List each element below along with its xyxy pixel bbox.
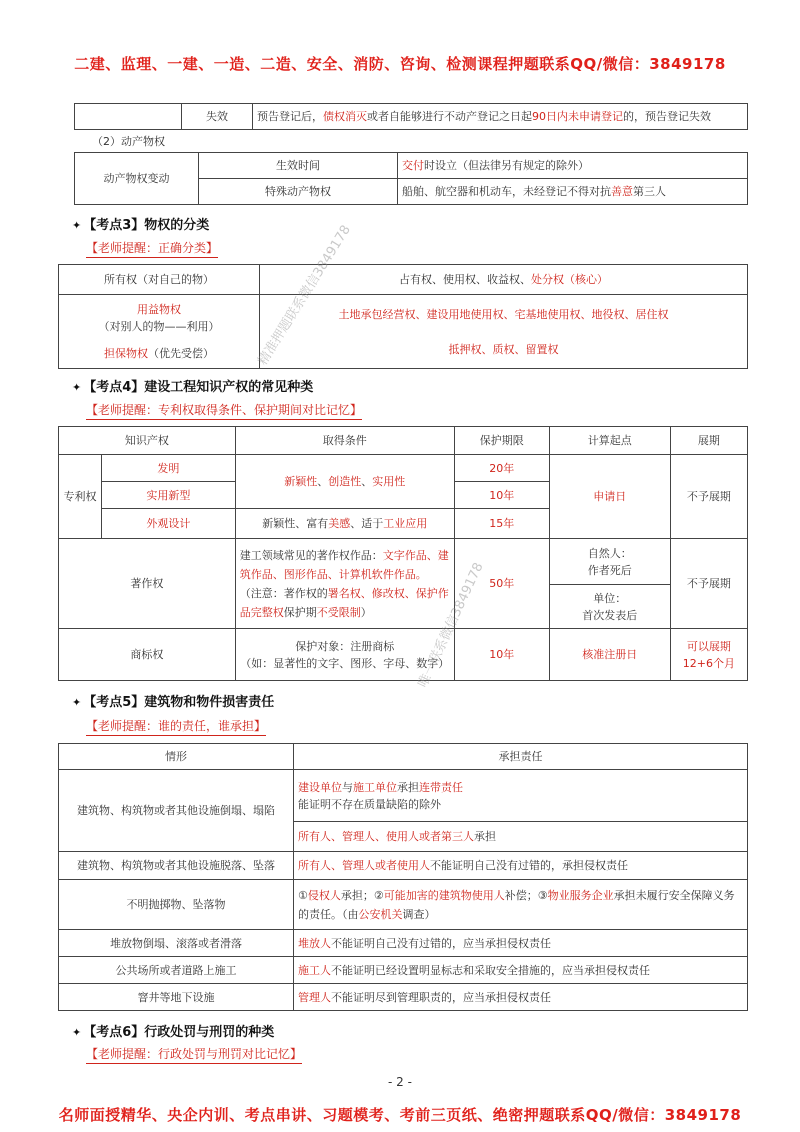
utility-label: 实用新型	[102, 482, 236, 509]
star-icon: ✦	[72, 696, 82, 709]
movable-table	[74, 152, 748, 205]
invalid-table	[74, 103, 748, 130]
case5: 公共场所或者道路上施工	[59, 957, 294, 984]
movable-subhead: （2）动产物权	[92, 135, 165, 148]
ip-header-term: 保护期限	[454, 427, 549, 455]
damage-header-resp: 承担责任	[294, 744, 748, 770]
ip-table	[58, 426, 748, 681]
property-class-table	[58, 264, 748, 369]
point6-heading: ✦ 【考点6】行政处罚与刑罚的种类	[72, 1025, 275, 1040]
case3: 不明抛掷物、坠落物	[59, 880, 294, 930]
point3-heading: ✦ 【考点3】物权的分类	[72, 218, 210, 233]
point4-tip: 【老师提醒：专利权取得条件、保护期间对比记忆】	[86, 402, 362, 420]
movable-r2-label: 特殊动产物权	[199, 179, 398, 205]
case5-resp: 施工人不能证明已经设置明显标志和采取安全措施的，应当承担侵权责任	[294, 957, 748, 984]
ip-header-start: 计算起点	[549, 427, 670, 455]
term-invention: 20年	[454, 455, 549, 482]
star-icon: ✦	[72, 219, 82, 232]
term-trademark: 10年	[454, 629, 549, 681]
top-banner: 二建、监理、一建、一造、二造、安全、消防、咨询、检测课程押题联系QQ/微信：3849178	[74, 55, 726, 73]
copyright-label: 著作权	[59, 539, 236, 629]
point3-tip: 【老师提醒：正确分类】	[86, 240, 218, 258]
watermark-2: 唯一联系微信3849178	[415, 560, 487, 691]
trademark-desc: 保护对象：注册商标 （如：显著性的文字、图形、字母、数字）	[235, 629, 454, 681]
case1: 建筑物、构筑物或者其他设施倒塌、塌陷	[59, 770, 294, 852]
point5-tip: 【老师提醒：谁的责任，谁承担】	[86, 718, 266, 736]
term-copyright: 50年	[454, 539, 549, 629]
copyright-desc: 建工领域常见的著作权作品：文字作品、建筑作品、图形作品、计算机软件作品。 （注意：著作权的署名权、修改权、保护作品完整权保护期不受限制）	[235, 539, 454, 629]
watermark-1: 精准押题联系微信3849178	[255, 222, 354, 369]
design-label: 外观设计	[102, 509, 236, 539]
ext-copyright: 不予展期	[670, 539, 747, 629]
case2-resp: 所有人、管理人或者使用人不能证明自己没有过错的，承担侵权责任	[294, 852, 748, 880]
start-unit: 单位： 首次发表后	[549, 585, 670, 629]
case4: 堆放物倒塌、滚落或者滑落	[59, 930, 294, 957]
ip-header-ext: 展期	[670, 427, 747, 455]
patent-label: 专利权	[59, 455, 102, 539]
case6-resp: 管理人不能证明尽到管理职责的，应当承担侵权责任	[294, 984, 748, 1011]
ip-header-ip: 知识产权	[59, 427, 236, 455]
star-icon: ✦	[72, 381, 82, 394]
movable-r1-label: 生效时间	[199, 153, 398, 179]
case6: 窨井等地下设施	[59, 984, 294, 1011]
invalid-label: 失效	[182, 104, 253, 130]
start-trademark: 核准注册日	[549, 629, 670, 681]
damage-header-case: 情形	[59, 744, 294, 770]
damage-table	[58, 743, 748, 1011]
case4-resp: 堆放人不能证明自己没有过错的，应当承担侵权责任	[294, 930, 748, 957]
page-number: - 2 -	[388, 1075, 412, 1089]
patent-cond: 新颖性、创造性、实用性	[235, 455, 454, 509]
ext-trademark: 可以展期 12+6个月	[670, 629, 747, 681]
start-person: 自然人： 作者死后	[549, 539, 670, 585]
own-left: 所有权（对自己的物）	[59, 265, 260, 295]
design-cond: 新颖性、富有美感、适于工业应用	[235, 509, 454, 539]
point6-tip: 【老师提醒：行政处罚与刑罚对比记忆】	[86, 1046, 302, 1064]
invention-label: 发明	[102, 455, 236, 482]
term-design: 15年	[454, 509, 549, 539]
own-right: 占有权、使用权、收益权、处分权（核心）	[260, 265, 748, 295]
point4-heading: ✦ 【考点4】建设工程知识产权的常见种类	[72, 380, 314, 395]
ip-header-cond: 取得条件	[235, 427, 454, 455]
movable-r1-text: 交付时设立（但法律另有规定的除外）	[398, 153, 748, 179]
invalid-text: 预告登记后，债权消灭或者自能够进行不动产登记之日起90日内未申请登记的，预告登记失效	[253, 104, 748, 130]
term-utility: 10年	[454, 482, 549, 509]
movable-r2-text: 船舶、航空器和机动车，未经登记不得对抗善意第三人	[398, 179, 748, 205]
trademark-label: 商标权	[59, 629, 236, 681]
star-icon: ✦	[72, 1026, 82, 1039]
movable-row-head: 动产物权变动	[75, 153, 199, 205]
start-patent: 申请日	[549, 455, 670, 539]
case3-resp: ①侵权人承担；②可能加害的建筑物使用人补偿；③物业服务企业承担未履行安全保障义务的责任。（由公安机关调查）	[294, 880, 748, 930]
case1-resp1: 建设单位与施工单位承担连带责任 能证明不存在质量缺陷的除外	[294, 770, 748, 822]
case2: 建筑物、构筑物或者其他设施脱落、坠落	[59, 852, 294, 880]
case1-resp2: 所有人、管理人、使用人或者第三人承担	[294, 822, 748, 852]
bottom-banner: 名师面授精华、央企内训、考点串讲、习题模考、考前三页纸、绝密押题联系QQ/微信：3849178	[58, 1106, 742, 1124]
point5-heading: ✦ 【考点5】建筑物和物件损害责任	[72, 695, 275, 710]
use-sec-left: 用益物权 （对别人的物——利用） 担保物权（优先受偿）	[59, 295, 260, 369]
use-sec-right: 土地承包经营权、建设用地使用权、宅基地使用权、地役权、居住权 抵押权、质权、留置权	[260, 295, 748, 369]
ext-patent: 不予展期	[670, 455, 747, 539]
